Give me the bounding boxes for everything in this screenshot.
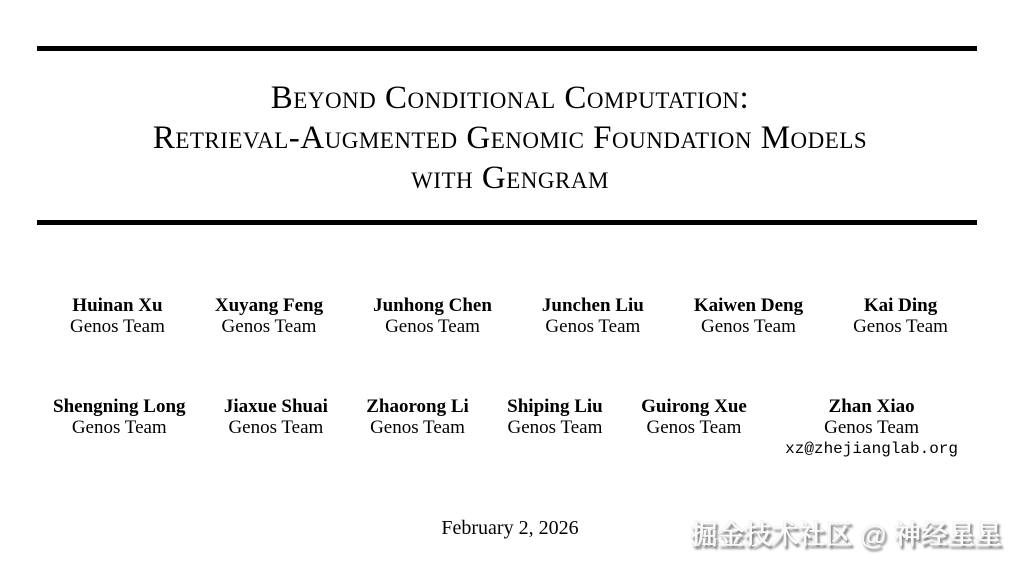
author-name: Shengning Long — [53, 396, 186, 417]
author-name: Kai Ding — [863, 295, 938, 316]
top-horizontal-rule — [37, 46, 977, 51]
author-affiliation: Genos Team — [646, 417, 742, 438]
authors-row-2 — [53, 396, 958, 460]
author-block — [785, 396, 958, 460]
author-affiliation: Genos Team — [228, 417, 324, 438]
author-block — [53, 396, 186, 438]
author-block — [641, 396, 747, 438]
author-affiliation: Genos Team — [824, 417, 920, 438]
author-name: Junchen Liu — [541, 295, 644, 316]
author-affiliation: Genos Team — [71, 417, 167, 438]
author-block — [373, 295, 492, 337]
author-name: Huinan Xu — [72, 295, 163, 316]
author-affiliation: Genos Team — [370, 417, 465, 438]
bottom-horizontal-rule — [37, 220, 977, 225]
paper-title-line-1: Beyond Conditional Computation: — [270, 80, 750, 116]
author-name: Xuyang Feng — [214, 295, 324, 316]
author-block — [224, 396, 328, 438]
author-block — [694, 295, 803, 337]
author-affiliation: Genos Team — [70, 316, 165, 337]
author-block — [366, 396, 469, 438]
author-affiliation: Genos Team — [545, 316, 641, 337]
paper-title-line-2: Retrieval-Augmented Genomic Foundation Models — [152, 120, 868, 156]
author-email: xz@zhejianglab.org — [785, 440, 958, 458]
author-block — [70, 295, 165, 337]
author-block — [507, 396, 603, 438]
author-affiliation: Genos Team — [385, 316, 480, 337]
author-affiliation: Genos Team — [853, 316, 948, 337]
author-affiliation: Genos Team — [507, 417, 603, 438]
author-block — [215, 295, 323, 337]
author-name: Shiping Liu — [507, 396, 603, 417]
author-block — [542, 295, 644, 337]
author-name: Junhong Chen — [373, 295, 492, 316]
authors-row-1 — [70, 295, 948, 337]
author-name: Guirong Xue — [641, 396, 747, 417]
author-name: Zhan Xiao — [828, 396, 915, 417]
paper-title — [0, 78, 1020, 198]
author-name: Jiaxue Shuai — [223, 396, 328, 417]
author-name: Kaiwen Deng — [693, 295, 804, 316]
paper-title-line-3: with Gengram — [411, 160, 609, 196]
watermark-text: 掘金技术社区 @ 神经星星 — [690, 520, 1002, 550]
author-block — [853, 295, 948, 337]
author-affiliation: Genos Team — [701, 316, 796, 337]
publication-date: February 2, 2026 — [441, 517, 579, 539]
author-name: Zhaorong Li — [366, 396, 469, 417]
author-affiliation: Genos Team — [221, 316, 317, 337]
